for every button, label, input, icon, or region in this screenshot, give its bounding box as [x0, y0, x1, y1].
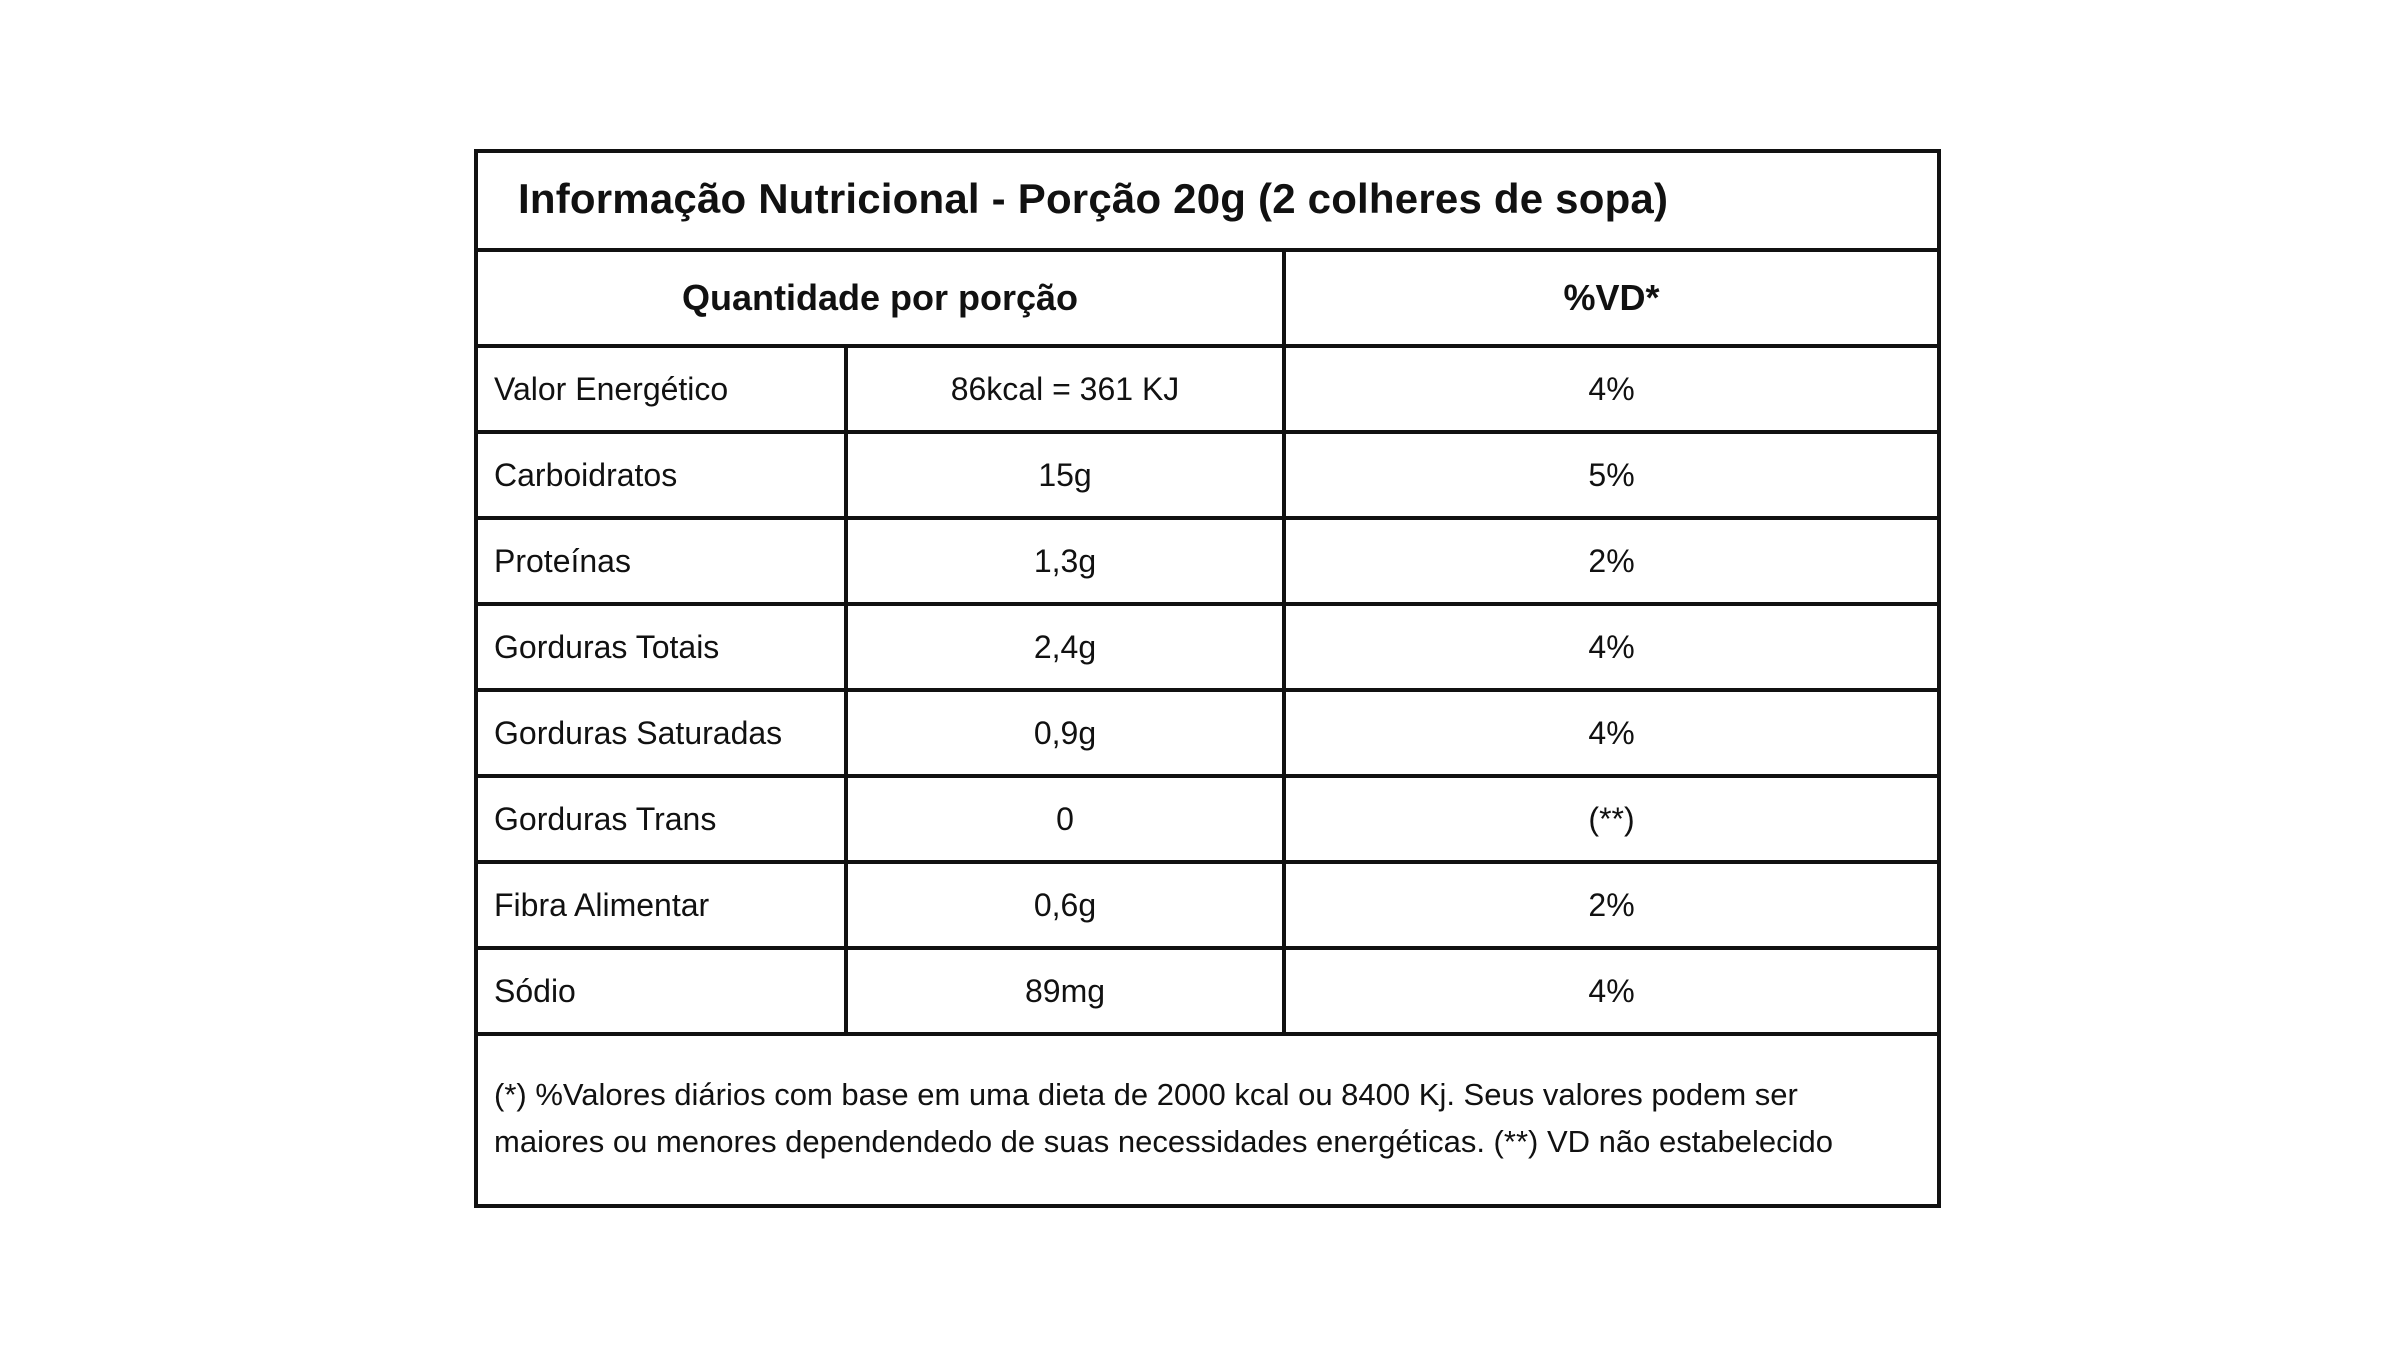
table-row	[478, 862, 1937, 948]
nutrient-amount: 1,3g	[846, 518, 1284, 604]
nutrient-name: Sódio	[478, 948, 846, 1034]
table-row	[478, 604, 1937, 690]
table-row	[478, 518, 1937, 604]
nutrient-dv: 4%	[1284, 690, 1937, 776]
footnote-line-2: maiores ou menores dependendedo de suas necessidades energéticas. (**) VD não estabelecido	[494, 1124, 1834, 1159]
nutrient-name: Valor Energético	[478, 346, 846, 432]
table-row	[478, 346, 1937, 432]
footnote-line-1: (*) %Valores diários com base em uma dieta de 2000 kcal ou 8400 Kj. Seus valores podem ser	[494, 1077, 1798, 1112]
table-header-row	[478, 252, 1937, 346]
nutrient-amount: 15g	[846, 432, 1284, 518]
table-row	[478, 948, 1937, 1034]
nutrient-dv: 4%	[1284, 346, 1937, 432]
table-row	[478, 776, 1937, 862]
nutrient-amount: 89mg	[846, 948, 1284, 1034]
nutrient-amount: 0	[846, 776, 1284, 862]
nutrient-name: Gorduras Saturadas	[478, 690, 846, 776]
nutrient-name: Gorduras Trans	[478, 776, 846, 862]
nutrient-dv: 2%	[1284, 862, 1937, 948]
nutrient-name: Gorduras Totais	[478, 604, 846, 690]
nutrition-facts-label	[474, 149, 1941, 1208]
nutrient-name: Proteínas	[478, 518, 846, 604]
nutrient-name: Carboidratos	[478, 432, 846, 518]
label-title: Informação Nutricional - Porção 20g (2 colheres de sopa)	[518, 175, 1669, 222]
nutrient-dv: 2%	[1284, 518, 1937, 604]
table-row	[478, 432, 1937, 518]
nutrient-amount: 0,6g	[846, 862, 1284, 948]
nutrient-dv: 5%	[1284, 432, 1937, 518]
nutrition-table	[478, 252, 1937, 1036]
nutrient-amount: 0,9g	[846, 690, 1284, 776]
nutrient-name: Fibra Alimentar	[478, 862, 846, 948]
nutrient-amount: 2,4g	[846, 604, 1284, 690]
table-row	[478, 690, 1937, 776]
nutrient-dv: (**)	[1284, 776, 1937, 862]
header-dv: %VD*	[1284, 252, 1937, 346]
nutrient-amount: 86kcal = 361 KJ	[846, 346, 1284, 432]
title-row	[478, 153, 1937, 252]
footnote	[494, 1071, 1914, 1165]
nutrient-dv: 4%	[1284, 604, 1937, 690]
header-quantity: Quantidade por porção	[478, 252, 1284, 346]
nutrient-dv: 4%	[1284, 948, 1937, 1034]
